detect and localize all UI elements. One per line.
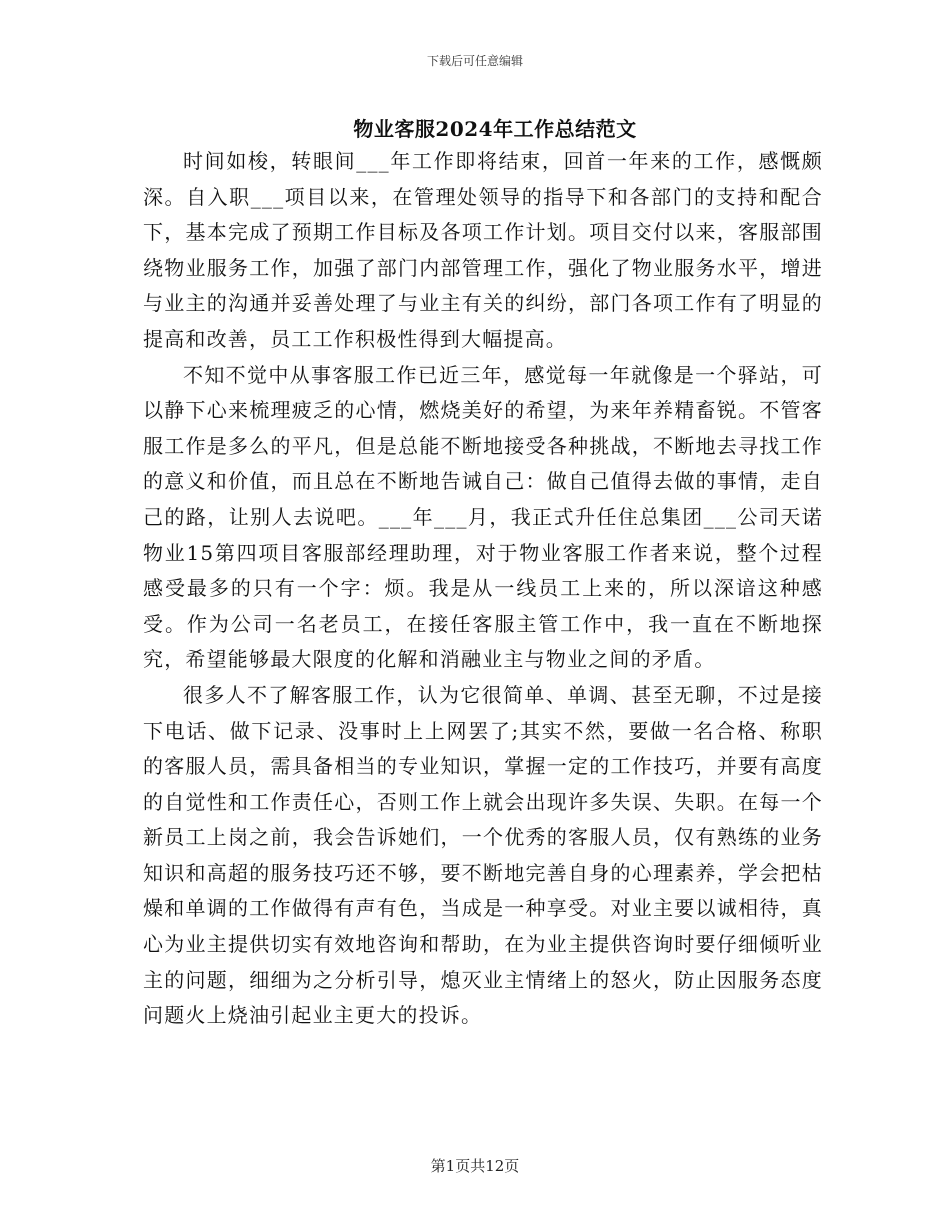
document-body [143, 144, 823, 1034]
paragraph-3: 很多人不了解客服工作，认为它很简单、单调、甚至无聊，不过是接下电话、做下记录、没事时上上网罢了;其实不然，要做一名合格、称职的客服人员，需具备相当的专业知识，掌握一定的工作技巧，并要有高度的自觉性和工作责任心，否则工作上就会出现许多失误、失职。在每一个新员工上岗之前，我会告诉她们，一个优秀的客服人员，仅有熟练的业务知识和高超的服务技巧还不够，要不断地完善自身的心理素养，学会把枯燥和单调的工作做得有声有色，当成是一种享受。对业主要以诚相待，真心为业主提供切实有效地咨询和帮助，在为业主提供咨询时要仔细倾听业主的问题，细细为之分析引导，熄灭业主情绪上的怒火，防止因服务态度问题火上烧油引起业主更大的投诉。 [143, 682, 823, 1028]
paragraph-2: 不知不觉中从事客服工作已近三年，感觉每一年就像是一个驿站，可以静下心来梳理疲乏的心情，燃烧美好的希望，为来年养精畜锐。不管客服工作是多么的平凡，但是总能不断地接受各种挑战，不断地去寻找工作的意义和价值，而且总在不断地告诫自己：做自己值得去做的事情，走自己的路，让别人去说吧。___年___月，我正式升任住总集团___公司天诺物业15第四项目客服部经理助理，对于物业客服工作者来说，整个过程感受最多的只有一个字：烦。我是从一线员工上来的，所以深谙这种感受。作为公司一名老员工，在接任客服主管工作中，我一直在不断地探究，希望能够最大限度的化解和消融业主与物业之间的矛盾。 [143, 362, 823, 672]
document-title: 物业客服2024年工作总结范文 [353, 117, 637, 141]
page-header-note: 下载后可任意编辑 [426, 54, 523, 68]
paragraph-1: 时间如梭，转眼间___年工作即将结束，回首一年来的工作，感慨颇深。自入职___项目以来，在管理处领导的指导下和各部门的支持和配合下，基本完成了预期工作目标及各项工作计划。项目交付以来，客服部围绕物业服务工作，加强了部门内部管理工作，强化了物业服务水平，增进与业主的沟通并妥善处理了与业主有关的纠纷，部门各项工作有了明显的提高和改善，员工工作积极性得到大幅提高。 [143, 149, 823, 351]
page-number: 第1页共12页 [430, 1157, 520, 1175]
